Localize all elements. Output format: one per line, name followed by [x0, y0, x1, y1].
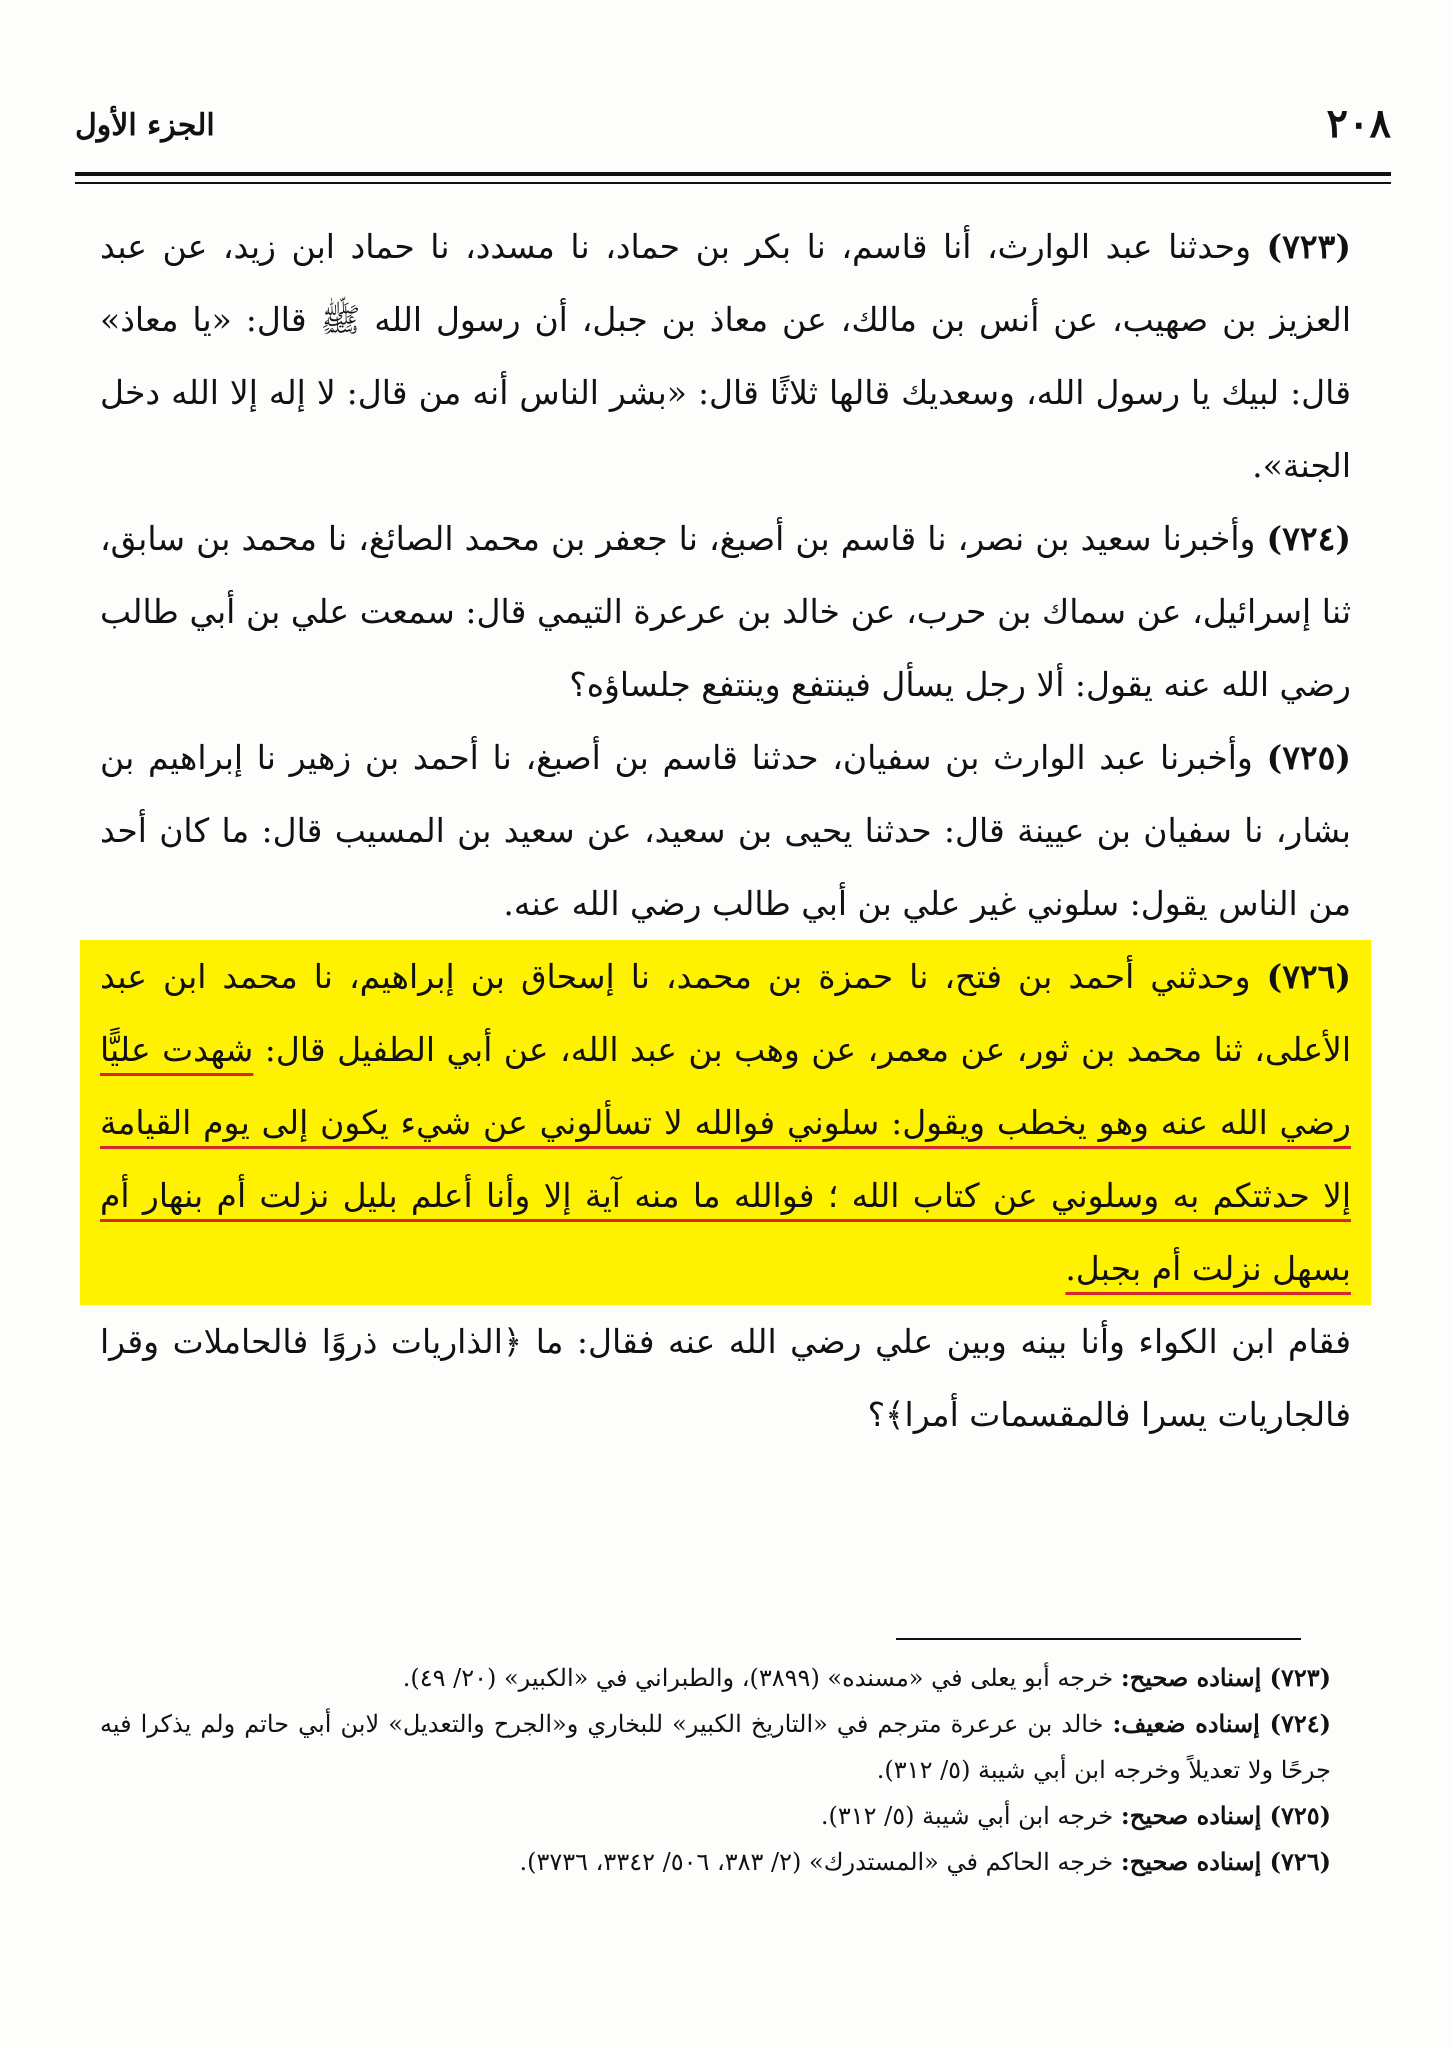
hadith-724 — [100, 502, 1351, 721]
footnote-726 — [100, 1839, 1331, 1885]
volume-title: الجزء الأول — [75, 108, 215, 143]
hadith-text: وحدثني أحمد بن فتح، نا حمزة بن محمد، نا إسحاق بن إبراهيم، نا محمد ابن عبد الأعلى، ثنا محمد بن ثور، عن معمر، عن وهب بن عبد الله، عن أبي الطفيل قال: — [100, 957, 1351, 1069]
footnote-label: (٧٢٥) إسناده صحيح: — [1120, 1801, 1331, 1830]
header-rule-thin — [75, 182, 1391, 184]
hadith-text: وأخبرنا عبد الوارث بن سفيان، حدثنا قاسم بن أصبغ، نا أحمد بن زهير نا إبراهيم بن بشار، نا سفيان بن عيينة قال: حدثنا يحيى بن سعيد، عن سعيد بن المسيب قال: ما كان أحد من الناس يقول: سلوني غير علي بن أبي طالب رضي الله عنه. — [100, 738, 1351, 923]
footnote-label: (٧٢٦) إسناده صحيح: — [1120, 1847, 1331, 1876]
hadith-number: (٧٢٣) — [1266, 227, 1351, 266]
footnote-723 — [100, 1655, 1331, 1701]
hadith-number: (٧٢٦) — [1266, 957, 1351, 996]
hadith-725 — [100, 721, 1351, 940]
page-header — [75, 100, 1391, 170]
footnote-text: خرجه ابن أبي شيبة (٥/ ٣١٢). — [820, 1802, 1114, 1830]
main-text — [100, 210, 1351, 1451]
hadith-number: (٧٢٤) — [1266, 519, 1351, 558]
footnote-text: خرجه أبو يعلى في «مسنده» (٣٨٩٩)، والطبراني في «الكبير» (٢٠/ ٤٩). — [402, 1664, 1114, 1692]
continuation-paragraph: فقام ابن الكواء وأنا بينه وبين علي رضي الله عنه فقال: ما ﴿الذاريات ذروًا فالحاملات وقرا فالجاريات يسرا فالمقسمات أمرا﴾؟ — [100, 1322, 1351, 1434]
hadith-text: وأخبرنا سعيد بن نصر، نا قاسم بن أصبغ، نا جعفر بن محمد الصائغ، نا محمد بن سابق، ثنا إسرائيل، عن سماك بن حرب، عن خالد بن عرعرة التيمي قال: سمعت علي بن أبي طالب رضي الله عنه يقول: ألا رجل يسأل فينتفع وينتفع جلساؤه؟ — [100, 519, 1351, 704]
footnote-separator — [896, 1638, 1301, 1640]
footnote-725 — [100, 1793, 1331, 1839]
hadith-number: (٧٢٥) — [1266, 738, 1351, 777]
hadith-text: وحدثنا عبد الوارث، أنا قاسم، نا بكر بن حماد، نا مسدد، نا حماد ابن زيد، عن عبد العزيز بن صهيب، عن أنس بن مالك، عن معاذ بن جبل، أن رسول الله ﷺ قال: «يا معاذ» قال: لبيك يا رسول الله، وسعديك قالها ثلاثًا قال: «بشر الناس أنه من قال: لا إله إلا الله دخل الجنة». — [100, 227, 1351, 485]
hadith-723 — [100, 210, 1351, 502]
hadith-726 — [100, 940, 1351, 1305]
footnote-label: (٧٢٣) إسناده صحيح: — [1120, 1663, 1331, 1692]
header-rule-thick — [75, 172, 1391, 176]
page-number: ٢٠٨ — [1326, 100, 1391, 147]
highlighted-passage — [80, 940, 1371, 1305]
footnote-label: (٧٢٤) إسناده ضعيف: — [1112, 1709, 1332, 1738]
footnote-text: خرجه الحاكم في «المستدرك» (٢/ ٣٨٣، ٥٠٦/ ٣٣٤٢، ٣٧٣٦). — [519, 1848, 1114, 1876]
footnotes — [100, 1655, 1331, 1885]
footnote-text: خالد بن عرعرة مترجم في «التاريخ الكبير» للبخاري و«الجرح والتعديل» لابن أبي حاتم ولم يذكرا فيه جرحًا ولا تعديلاً وخرجه ابن أبي شيبة (٥/ ٣١٢). — [100, 1710, 1331, 1784]
underlined-quote: شهدت عليًّا رضي الله عنه وهو يخطب ويقول: سلوني فوالله لا تسألوني عن شيء يكون إلى يوم القيامة إلا حدثتكم به وسلوني عن كتاب الله ؛ فوالله ما منه آية إلا وأنا أعلم بليل نزلت أم بنهار أم بسهل نزلت أم بجبل. — [100, 1030, 1351, 1288]
footnote-724 — [100, 1701, 1331, 1793]
